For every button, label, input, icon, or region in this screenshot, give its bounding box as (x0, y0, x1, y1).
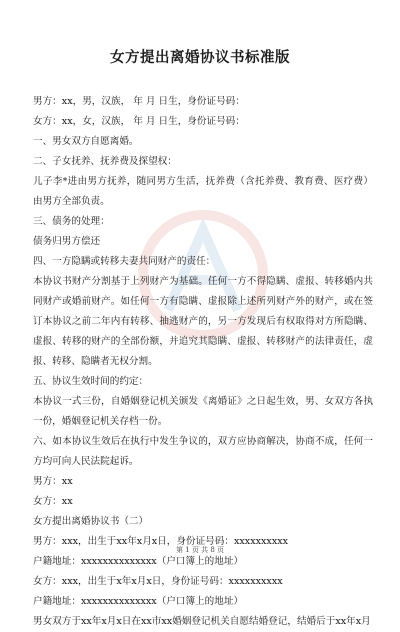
husband-info-line: 男方：xx，男，汉族， 年 月 日生，身份证号码： (33, 96, 245, 107)
signature-line: 男方：xx (33, 476, 73, 487)
page-number: 第 1 页 共 8 页 (175, 546, 225, 554)
paragraph: 债务归男方偿还 (33, 236, 101, 247)
wife-info-line: 女方：xxx，出生于x年x月x日，身份证号码：xxxxxxxxxx (33, 576, 283, 587)
section-heading: 二、子女抚养、抚养费及探望权： (33, 156, 177, 167)
section-heading: 三、债务的处理： (33, 216, 110, 227)
paragraph: 六、如本协议生效后在执行中发生争议的，双方应协商解决，协商不成，任何一方均可向人民法院起诉。 (33, 436, 373, 467)
address-line: 户籍地址：xxxxxxxxxxxxxx（户口簿上的地址） (33, 556, 244, 567)
section-heading: 四、一方隐瞒或转移夫妻共同财产的责任： (33, 256, 216, 267)
paragraph: 本协议一式三份，自婚姻登记机关颁发《离婚证》之日起生效，男、女双方各执一份，婚姻登记机关存档一份。 (33, 396, 373, 427)
section-heading: 一、男女双方自愿离婚。 (33, 136, 139, 147)
section-heading: 女方提出离婚协议书（二） (33, 516, 149, 527)
paragraph: 儿子李*进由男方抚养，随同男方生活，抚养费（含托养费、教育费、医疗费）由男方全部负责。 (33, 176, 373, 207)
wife-info-line: 女方：xx，女，汉族， 年 月 日生，身份证号码： (33, 116, 245, 127)
document-title: 女方提出离婚协议书标准版 (110, 49, 290, 66)
address-line: 户籍地址：xxxxxxxxxxxxxx（户口簿上的地址） (33, 596, 244, 607)
section-heading: 五、协议生效时间的约定： (33, 376, 149, 387)
husband-info-line: 男方：xxx，出生于xx年x月x日，身份证号码：xxxxxxxxxx (33, 536, 289, 547)
paragraph: 本协议书财产分割基于上列财产为基础。任何一方不得隐瞒、虚报、转移婚内共同财产或婚前财产。如任何一方有隐瞒、虚报除上述所列财产外的财产，或在签订本协议之前二年内有转移、抽逃财产的，另一方发现后有权取得对方所隐瞒、虚报、转移的财产的全部份额，并追究其隐瞒、虚报、转移财产的法律责任，虚报、转移、隐瞒者无权分割。 (33, 276, 373, 367)
paragraph: 男女双方于xx年x月x日在xx市xx婚姻登记机关自愿结婚登记，结婚后于xx年x月 (33, 616, 371, 627)
signature-line: 女方：xx (33, 496, 73, 507)
